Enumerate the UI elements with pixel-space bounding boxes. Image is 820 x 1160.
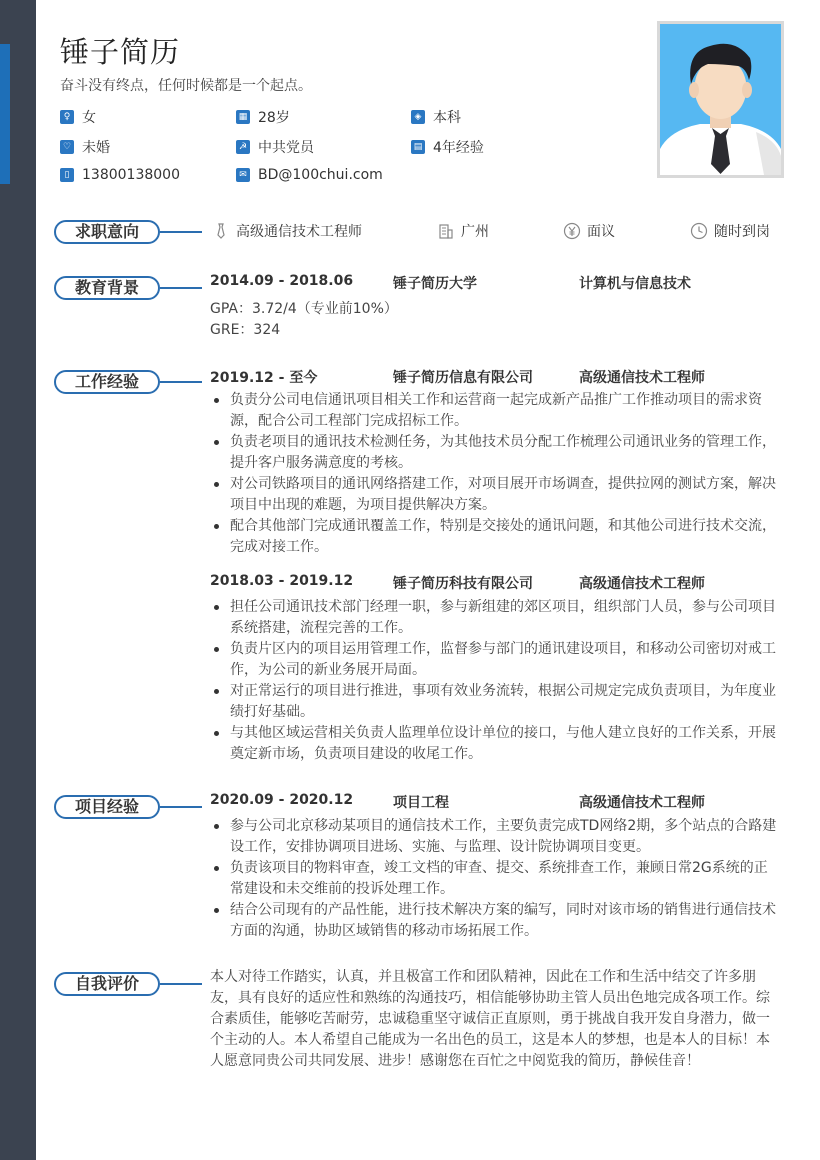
project-bullets [210, 816, 780, 942]
resume-name: 锤子简历 [60, 35, 181, 69]
education-major: 计算机与信息技术 [579, 276, 691, 292]
avatar [657, 21, 784, 178]
gender-icon: ♀ [60, 110, 74, 124]
info-value: 女 [82, 110, 96, 126]
document-icon: ▤ [411, 140, 425, 154]
info-politics [236, 137, 314, 157]
info-value: BD@100chui.com [258, 167, 383, 183]
info-email [236, 167, 383, 183]
section-title-self: 自我评价 [54, 972, 160, 996]
info-value: 未婚 [82, 140, 110, 156]
info-experience [411, 137, 484, 157]
calendar-icon: ▦ [236, 110, 250, 124]
section-line [160, 983, 202, 985]
list-item: 对正常运行的项目进行推进，事项有效业务流转，根据公司规定完成负责项目，为年度业绩打好基础。 [210, 681, 780, 723]
marital-icon: ♡ [60, 140, 74, 154]
intent-position-text: 高级通信技术工程师 [236, 224, 362, 240]
work-company: 锤子简历科技有限公司 [393, 576, 533, 592]
info-value: 中共党员 [258, 140, 314, 156]
intent-salary [563, 221, 615, 241]
education-period: 2014.09 - 2018.06 [210, 273, 354, 289]
work-bullets [210, 390, 780, 558]
education-school: 锤子简历大学 [393, 276, 477, 292]
phone-icon: ▯ [60, 168, 74, 182]
work-bullets [210, 597, 780, 765]
info-phone [60, 167, 180, 183]
info-value: 13800138000 [82, 167, 180, 183]
list-item: 配合其他部门完成通讯覆盖工作，特别是交接处的通讯问题，和其他公司进行技术交流，完成对接工作。 [210, 516, 780, 558]
section-title-intent: 求职意向 [54, 220, 160, 244]
project-period: 2020.09 - 2020.12 [210, 792, 354, 808]
avatar-illustration [660, 24, 781, 175]
work-title: 高级通信技术工程师 [579, 576, 705, 592]
list-item: 负责该项目的物料审查，竣工文档的审查、提交、系统排查工作，兼顾日常2G系统的正常建设和未交维前的投诉处理工作。 [210, 858, 780, 900]
info-value: 本科 [433, 110, 461, 126]
mail-icon: ✉ [236, 168, 250, 182]
list-item: 参与公司北京移动某项目的通信技术工作，主要负责完成TD网络2期，多个站点的合路建设工作，安排协调项目进场、实施、与监理、设计院协调项目变更。 [210, 816, 780, 858]
education-icon: ◈ [411, 110, 425, 124]
building-icon [437, 222, 455, 240]
list-item: 担任公司通讯技术部门经理一职，参与新组建的郊区项目，组织部门人员，参与公司项目系统搭建，流程完善的工作。 [210, 597, 780, 639]
intent-position [212, 221, 362, 241]
resume-motto: 奋斗没有终点，任何时候都是一个起点。 [60, 78, 312, 94]
list-item: 与其他区域运营相关负责人监理单位设计单位的接口，与他人建立良好的工作关系，开展奠定新市场，负责项目建设的收尾工作。 [210, 723, 780, 765]
section-line [160, 287, 202, 289]
info-marital [60, 137, 110, 157]
section-line [160, 231, 202, 233]
info-degree [411, 107, 461, 127]
intent-city-text: 广州 [461, 224, 489, 240]
list-item: 结合公司现有的产品性能，进行技术解决方案的编写，同时对该市场的销售进行通信技术方面的沟通，协助区域销售的移动市场拓展工作。 [210, 900, 780, 942]
clock-icon [690, 222, 708, 240]
info-value: 4年经验 [433, 140, 484, 156]
work-period: 2018.03 - 2019.12 [210, 573, 354, 589]
intent-availability-text: 随时到岗 [714, 224, 770, 240]
work-company: 锤子简历信息有限公司 [393, 370, 533, 386]
sidebar-accent [0, 44, 10, 184]
list-item: 负责片区内的项目运用管理工作，监督参与部门的通讯建设项目，和移动公司密切对戒工作，为公司的新业务展开局面。 [210, 639, 780, 681]
work-period: 2019.12 - 至今 [210, 370, 318, 386]
intent-availability [690, 221, 770, 241]
info-age [236, 107, 290, 127]
info-gender [60, 107, 96, 127]
yen-icon [563, 222, 581, 240]
section-title-education: 教育背景 [54, 276, 160, 300]
section-title-project: 项目经验 [54, 795, 160, 819]
intent-salary-text: 面议 [587, 224, 615, 240]
section-title-work: 工作经验 [54, 370, 160, 394]
list-item: 负责老项目的通讯技术检测任务，为其他技术员分配工作梳理公司通讯业务的管理工作，提升客户服务满意度的考核。 [210, 432, 780, 474]
education-gre: GRE：324 [210, 322, 281, 338]
list-item: 对公司铁路项目的通讯网络搭建工作，对项目展开市场调查，提供拉网的测试方案，解决项目中出现的难题，为项目提供解决方案。 [210, 474, 780, 516]
project-name: 项目工程 [393, 795, 449, 811]
tie-icon [212, 222, 230, 240]
party-icon: ☭ [236, 140, 250, 154]
intent-city [437, 221, 489, 241]
project-title: 高级通信技术工程师 [579, 795, 705, 811]
work-title: 高级通信技术工程师 [579, 370, 705, 386]
section-line [160, 381, 202, 383]
education-gpa: GPA：3.72/4（专业前10%） [210, 301, 398, 317]
self-evaluation: 本人对待工作踏实，认真，并且极富工作和团队精神，因此在工作和生活中结交了许多朋友，具有良好的适应性和熟练的沟通技巧，相信能够协助主管人员出色地完成各项工作。综合素质佳，能够吃苦耐劳，忠诚稳重坚守诚信正直原则，勇于挑战自我开发自身潜力，做一个主动的人。本人希望自己能成为一名出色的员工，这是本人的梦想，也是本人的目标！本人愿意同贵公司共同发展、进步！感谢您在百忙之中阅览我的简历，静候佳音！ [210, 969, 770, 1069]
info-value: 28岁 [258, 110, 290, 126]
list-item: 负责分公司电信通讯项目相关工作和运营商一起完成新产品推广工作推动项目的需求资源，配合公司工程部门完成招标工作。 [210, 390, 780, 432]
section-line [160, 806, 202, 808]
